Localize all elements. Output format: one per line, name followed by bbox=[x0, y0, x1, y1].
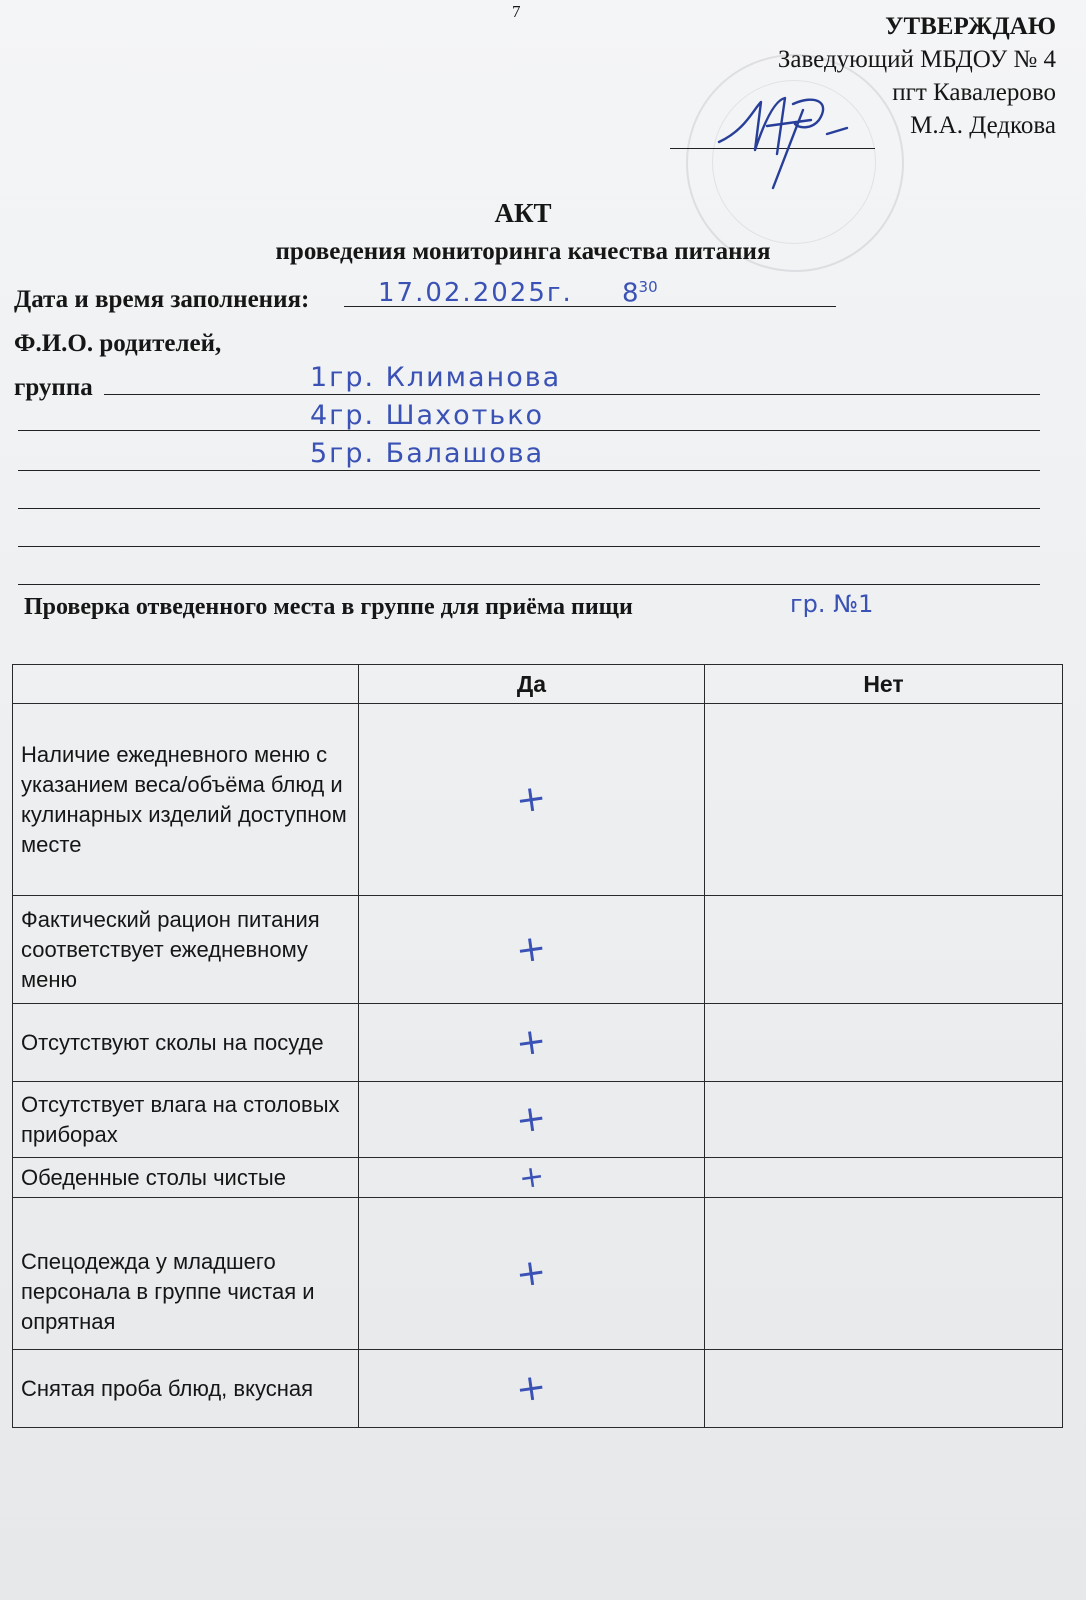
table-row bbox=[13, 1158, 1063, 1198]
group-line-5 bbox=[18, 546, 1040, 547]
plus-mark: + bbox=[513, 1366, 550, 1411]
plus-mark: + bbox=[513, 927, 550, 972]
approval-place: пгт Кавалерово bbox=[892, 79, 1056, 106]
parent-entry-2: 4гр. Шахотько bbox=[310, 400, 545, 431]
check-group: гр. №1 bbox=[790, 590, 874, 618]
check-label: Проверка отведенного места в группе для приёма пищи bbox=[24, 594, 633, 620]
row-question: Отсутствуют сколы на посуде bbox=[13, 1004, 359, 1082]
handwritten-signature bbox=[715, 80, 865, 190]
group-line-3 bbox=[18, 470, 1040, 471]
table-row bbox=[13, 896, 1063, 1004]
row-question: Спецодежда у младшего персонала в группе чистая и опрятная bbox=[13, 1198, 359, 1350]
row-no-cell bbox=[705, 896, 1063, 1004]
time-minutes: 30 bbox=[638, 278, 658, 296]
row-yes-cell bbox=[359, 896, 705, 1004]
parent-entry-1: 1гр. Климанова bbox=[310, 362, 562, 393]
plus-mark: + bbox=[513, 1097, 550, 1142]
table-row bbox=[13, 1004, 1063, 1082]
parent-entry-3: 5гр. Балашова bbox=[310, 438, 545, 469]
group-label: группа bbox=[14, 374, 93, 401]
header-yes: Да bbox=[359, 665, 705, 704]
row-yes-cell bbox=[359, 704, 705, 896]
header-criterion bbox=[13, 665, 359, 704]
row-yes-cell bbox=[359, 1158, 705, 1198]
row-no-cell bbox=[705, 1004, 1063, 1082]
row-no-cell bbox=[705, 1082, 1063, 1158]
document-title: АКТ bbox=[494, 198, 552, 228]
document-subtitle: проведения мониторинга качества питания bbox=[275, 238, 771, 265]
row-question: Обеденные столы чистые bbox=[13, 1158, 359, 1198]
plus-mark: + bbox=[516, 1158, 547, 1197]
date-value: 17.02.2025г. bbox=[378, 278, 573, 308]
group-line-6 bbox=[18, 584, 1040, 585]
parents-label: Ф.И.О. родителей, bbox=[14, 330, 222, 357]
row-no-cell bbox=[705, 1198, 1063, 1350]
row-question: Снятая проба блюд, вкусная bbox=[13, 1350, 359, 1428]
row-yes-cell bbox=[359, 1350, 705, 1428]
row-question: Наличие ежедневного меню с указанием веса/объёма блюд и кулинарных изделий доступном месте bbox=[13, 704, 359, 896]
table-row bbox=[13, 1198, 1063, 1350]
header-no: Нет bbox=[705, 665, 1063, 704]
row-no-cell bbox=[705, 1350, 1063, 1428]
time-value bbox=[622, 278, 658, 309]
row-no-cell bbox=[705, 1158, 1063, 1198]
approval-position: Заведующий МБДОУ № 4 bbox=[777, 46, 1056, 73]
approval-heading: УТВЕРЖДАЮ bbox=[885, 13, 1056, 40]
checklist-table bbox=[12, 664, 1063, 1428]
group-line-4 bbox=[18, 508, 1040, 509]
row-yes-cell bbox=[359, 1082, 705, 1158]
plus-mark: + bbox=[513, 777, 550, 822]
date-label: Дата и время заполнения: bbox=[14, 286, 310, 313]
table-row bbox=[13, 1082, 1063, 1158]
time-hours: 8 bbox=[622, 278, 639, 309]
row-yes-cell bbox=[359, 1004, 705, 1082]
row-yes-cell bbox=[359, 1198, 705, 1350]
page-number: 7 bbox=[512, 2, 521, 21]
row-no-cell bbox=[705, 704, 1063, 896]
table-header-row bbox=[13, 665, 1063, 704]
approval-name: М.А. Дедкова bbox=[910, 112, 1056, 139]
row-question: Фактический рацион питания соответствует ежедневному меню bbox=[13, 896, 359, 1004]
plus-mark: + bbox=[513, 1251, 550, 1296]
plus-mark: + bbox=[513, 1020, 550, 1065]
table-row bbox=[13, 704, 1063, 896]
row-question: Отсутствует влага на столовых приборах bbox=[13, 1082, 359, 1158]
group-line-1 bbox=[104, 394, 1040, 395]
table-row bbox=[13, 1350, 1063, 1428]
